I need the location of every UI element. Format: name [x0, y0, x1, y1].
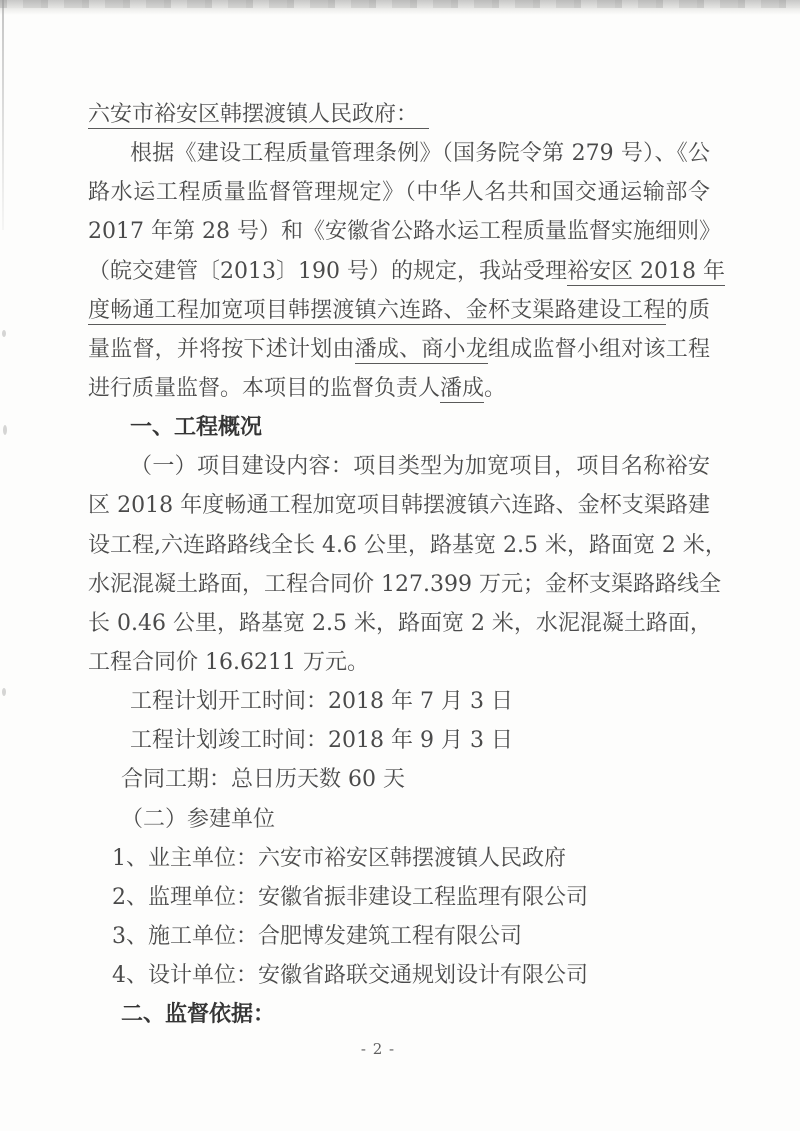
- text-segment: 2、监理单位：安徽省振非建设工程监理有限公司: [112, 884, 588, 910]
- text-segment: 二、监督依据：: [121, 1001, 276, 1028]
- heading-line-1: [88, 408, 710, 447]
- text-segment: 量监督，并将按下述计划由: [88, 336, 355, 362]
- subheading-line: [88, 800, 710, 839]
- text-segment: （二）参建单位: [121, 806, 276, 832]
- paragraph-line: [88, 643, 710, 682]
- scan-speck: [2, 688, 6, 696]
- list-item-designer: [88, 956, 710, 995]
- page-number: - 2 -: [360, 1040, 396, 1058]
- text-segment: 工程计划竣工时间：2018 年 9 月 3 日: [130, 728, 513, 754]
- text-segment: 设工程,六连路路线全长 4.6 公里，路基宽 2.5 米，路面宽 2 米，: [88, 532, 727, 558]
- field-line-start-date: [88, 682, 710, 721]
- underlined-text: 潘成、商小龙: [354, 336, 488, 362]
- text-segment: 一、工程概况: [130, 414, 263, 441]
- text-segment: 工程计划开工时间：2018 年 7 月 3 日: [130, 689, 513, 715]
- text-segment: 水泥混凝土路面，工程合同价 127.399 万元；金杯支渠路路线全: [88, 571, 721, 597]
- text-segment: 的质: [665, 297, 710, 323]
- paragraph-line: [88, 252, 725, 291]
- list-item-supervisor: [88, 878, 710, 917]
- paragraph-line: [88, 212, 721, 251]
- list-item-contractor: [88, 917, 710, 956]
- text-segment: 根据《建设工程质量管理条例》（国务院令第 279 号）、《公: [130, 141, 710, 167]
- field-line-finish-date: [88, 721, 710, 760]
- text-segment: 长 0.46 公里，路基宽 2.5 米，路面宽 2 米，水泥混凝土路面，: [88, 610, 712, 636]
- document-body: [88, 95, 727, 1034]
- text-segment: （皖交建管〔2013〕190 号）的规定，我站受理: [88, 258, 567, 284]
- text-segment: 2017 年第 28 号）和《安徽省公路水运工程质量监督实施细则》: [88, 219, 721, 245]
- text-segment: 合同工期：总日历天数 60 天: [121, 767, 405, 793]
- underlined-text: 裕安区 2018 年: [566, 258, 725, 284]
- heading-line-2: [88, 995, 710, 1034]
- text-segment: 4、设计单位：安徽省路联交通规划设计有限公司: [112, 963, 588, 989]
- paragraph-line: [88, 526, 727, 565]
- text-segment: 区 2018 年度畅通工程加宽项目韩摆渡镇六连路、金杯支渠路建: [88, 493, 710, 519]
- paragraph-line: [88, 134, 710, 173]
- text-segment: （一）项目建设内容：项目类型为加宽项目，项目名称裕安: [130, 454, 710, 480]
- scan-artifact-top-noise: [0, 0, 800, 8]
- text-segment: 。: [484, 375, 507, 401]
- underlined-text: 度畅通工程加宽项目韩摆渡镇六连路、金杯支渠路建设工程: [88, 297, 666, 323]
- salutation-line: [88, 95, 710, 134]
- scan-speck: [3, 425, 7, 435]
- text-segment: 工程合同价 16.6211 万元。: [88, 649, 369, 675]
- text-segment: 组成监督小组对该工程: [487, 336, 710, 362]
- text-segment: 路水运工程质量监督管理规定》（中华人名共和国交通运输部令: [88, 180, 710, 206]
- underlined-text: 潘成: [440, 375, 485, 401]
- text-segment: 进行质量监督。本项目的监督负责人: [88, 375, 441, 401]
- paragraph-line: [88, 604, 710, 643]
- scan-speck: [2, 330, 6, 337]
- list-item-owner: [88, 839, 710, 878]
- paragraph-line: [88, 369, 710, 408]
- field-line-duration: [88, 760, 710, 799]
- text-segment: 3、施工单位：合肥博发建筑工程有限公司: [112, 923, 522, 949]
- paragraph-line: [88, 173, 710, 212]
- underlined-text: 六安市裕安区韩摆渡镇人民政府：: [88, 102, 430, 127]
- paragraph-line: [88, 486, 710, 525]
- scan-artifact-left-edge: [2, 0, 4, 230]
- text-segment: 1、业主单位：六安市裕安区韩摆渡镇人民政府: [112, 845, 566, 871]
- paragraph-line: [88, 447, 710, 486]
- paragraph-line: [88, 291, 710, 330]
- paragraph-line: [88, 330, 710, 369]
- paragraph-line: [88, 565, 721, 604]
